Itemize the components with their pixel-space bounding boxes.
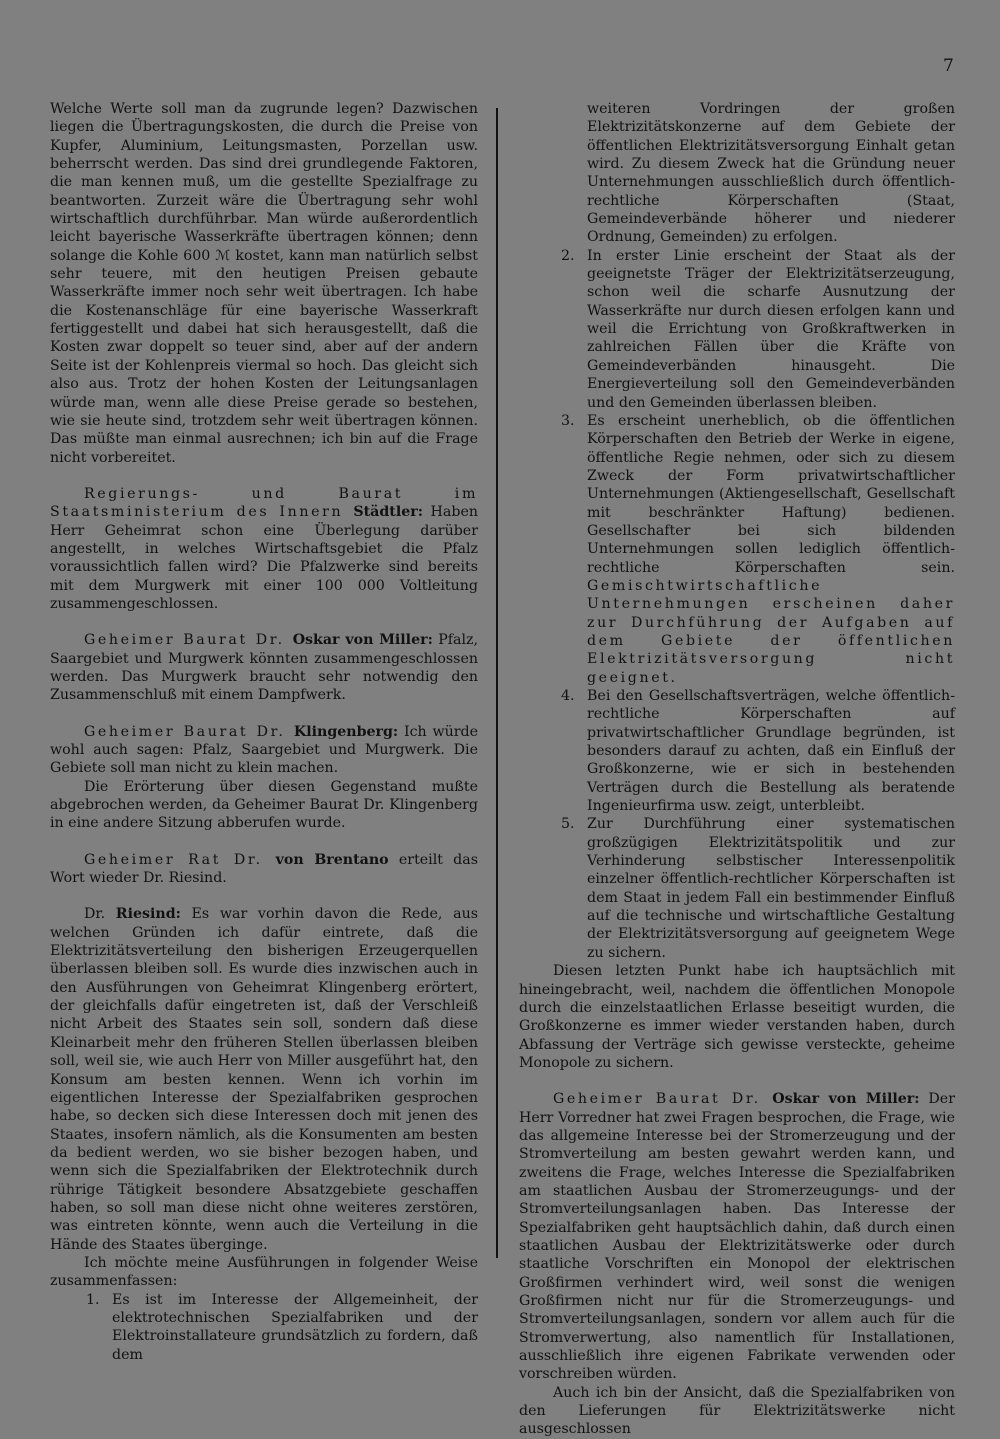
speaker-title: Geheimer Baurat Dr. — [84, 723, 294, 740]
list-item — [519, 687, 955, 815]
speaker-name: Riesind: — [115, 906, 181, 923]
item-number: 2. — [561, 247, 575, 264]
item-text: Es ist im Interesse der Allgemeinheit, der elektrotechnischen Spezialfabriken und der Elektroinstallateure grundsätzlich zu fordern, daß dem — [112, 1291, 478, 1363]
speech-staedtler — [50, 485, 478, 613]
speech-miller — [50, 631, 478, 704]
speaker-name: Klingenberg: — [293, 723, 399, 740]
list-item — [519, 412, 955, 687]
speaker-title: Dr. — [84, 906, 116, 923]
list-item-continuation: weiteren Vordringen der großen Elektrizitätskonzerne auf dem Gebiete der öffentlichen Elektrizitätsversorgung Einhalt getan wird. Zu diesem Zweck hat die Gründung neuer Unternehmungen ausschließlich durch öffentlich-rechtliche Körperschaften (Staat, Gemeindeverbände höherer und niederer Ordnung, Gemeinden) zu erfolgen. — [587, 101, 955, 246]
speaker-name: von Brentano — [275, 851, 389, 868]
speech-text: Pfalz, Saargebiet und Murgwerk könnten zusammengeschlossen werden. Das Murgwerk braucht sehr notwendig den Zusammenschluß mit einem Dampfwerk. — [50, 632, 479, 704]
item-text: Zur Durchführung einer systematischen großzügigen Elektrizitätspolitik und zur Verhinderung selbstischer Interessenpolitik einzelner öffentlich-rechtlicher Körperschaften ist dem Staat in jedem Fall ein bestimmender Einfluß auf die technische und wirtschaftliche Gestaltung der Elektrizitätsversorgung auf geeignetem Wege zu sichern. — [587, 816, 955, 961]
item-text: Bei den Gesellschaftsverträgen, welche öffentlich-rechtliche Körperschaften auf privatwirtschaftlicher Grundlage begründen, ist besonders darauf zu achten, daß ein Einfluß der Großkonzerne, wie er sich in bestehenden Verträgen durch die Bestellung als beratende Ingenieurfirma usw. zeigt, unterbleibt. — [587, 688, 955, 815]
speech-brentano — [50, 851, 478, 888]
item-text — [587, 412, 955, 687]
speech-text: Es war vorhin davon die Rede, aus welchen Gründen ich dafür eintrete, daß die Elektrizitätsverteilung den bisherigen Erzeugerquellen überlassen bleiben soll. Es wurde dies inzwischen auch in den Ausführungen von Geheimrat Klingenberg erörtert, der gleichfalls dafür eingetreten ist, daß der Verschleiß nicht Arbeit des Staates sein soll, sondern daß diese Kleinarbeit mehr den früheren Stellen überlassen bleiben soll, weil sie, wie auch Herr von Miller ausgeführt hat, den Konsum am besten kennen. Wenn ich vorhin im eigentlichen Interesse der Spezialfabriken gesprochen habe, so decken sich diese Interessen doch mit jenen des Staates, insofern nämlich, als die Konsumenten am besten da bedient werden, wo sie bisher bezogen haben, und wenn sich die Spezialfabriken der Elektrotechnik durch rührige Tätigkeit besondere Absatzgebiete geschaffen haben, so soll man diese nicht ohne weiteres zerstören, was eintreten könnte, wenn auch die Verteilung in die Hände des Staates übergingе. — [50, 906, 478, 1253]
speech-riesind — [50, 905, 478, 1254]
paragraph: Auch ich bin der Ansicht, daß die Spezialfabriken von den Lieferungen für Elektrizitätswerke nicht ausgeschlossen — [519, 1384, 955, 1438]
item-number: 4. — [561, 688, 575, 704]
paragraph: Die Erörterung über diesen Gegenstand mußte abgebrochen werden, da Geheimer Baurat Dr. Klingenberg in eine andere Sitzung abberufen wurde. — [50, 778, 478, 832]
list-item — [50, 1291, 478, 1364]
speaker-title: Geheimer Rat Dr. — [84, 851, 276, 868]
item-number: 1. — [86, 1291, 100, 1308]
item-number: 3. — [561, 412, 575, 429]
item-number: 5. — [561, 816, 575, 833]
speech-text: Der Herr Vorredner hat zwei Fragen besprochen, die Frage, wie das allgemeine Interesse bei der Stromerzeugung und der Stromverteilung am besten gewahrt werden kann, und zweitens die Frage, welches Interesse die Spezialfabriken am staatlichen Ausbau der Stromerzeugungs- und der Stromverteilungsanlagen haben. Das Interesse der Spezialfabriken geht hauptsächlich dahin, daß durch einen staatlichen Ausbau der Elektrizitätswerke oder durch staatliche Vorschriften ein Monopol der elektrischen Großfirmen verhindert wird, weil sonst die wenigen Großfirmen nicht nur für die Stromerzeugungs- und Stromverteilungsanlagen, sondern vor allem auch für die Stromverwertung, also namentlich für Installationen, ausschließlich ihre eigenen Fabrikate verwenden oder vorschreiben würden. — [519, 1091, 955, 1383]
speaker-title: Geheimer Baurat Dr. — [553, 1091, 773, 1108]
speaker-name: Städtler: — [353, 504, 423, 521]
paragraph: Welche Werte soll man da zugrunde legen? Dazwischen liegen die Übertragungskosten, die durch die Preise von Kupfer, Aluminium, Leitungsmasten, Porzellan usw. beherrscht werden. Das sind drei grundlegende Faktoren, die man kennen muß, um die gestellte Spezialfrage zu beantworten. Zurzeit wäre die Übertragung sehr wohl wirtschaftlich durchführbar. Man würde außerordentlich leicht bayerische Wasserkräfte übertragen können; denn solange die Kohle 600 ℳ kostet, kann man natürlich selbst sehr teuere, mit den heutigen Preisen gebaute Wasserkräfte immer noch sehr weit übertragen. Ich habe die Kostenanschläge für eine bayerische Wasserkraft fertiggestellt und dabei hat sich herausgestellt, daß die Kosten zwar doppelt so teuer sind, aber auf der andern Seite ist der Kohlenpreis viermal so hoch. Das gleicht sich also aus. Trotz der hohen Kosten der Leitungsanlagen würde man, wenn alle diese Preise gerade so bestehen, wie sie heute sind, trotzdem sehr weit übertragen können. Das müßte man einmal ausrechnen; ich bin auf die Frage nicht vorbereitet. — [50, 101, 478, 466]
item-text-spaced: Gemischtwirtschaftliche Unternehmungen erscheinen daher zur Durchführung der Aufgaben auf dem Gebiete der öffentlichen Elektrizitätsversorgung nicht geeignet. — [587, 577, 955, 686]
speaker-name: Oskar von Miller: — [292, 632, 433, 649]
page-number: 7 — [943, 56, 954, 76]
right-column — [519, 100, 955, 1439]
list-item — [519, 247, 955, 412]
paragraph: Ich möchte meine Ausführungen in folgender Weise zusammenfassen: — [50, 1254, 478, 1290]
speech-text: Haben Herr Geheimrat schon eine Überlegung darüber angestellt, in welches Wirtschaftsgebiet die Pfalz voraussichtlich fallen wird? Die Pfalzwerke sind bereits mit dem Murgwerk mit einer 100 000 Voltleitung zusammengeschlossen. — [50, 504, 478, 612]
item-text: In erster Linie erscheint der Staat als der geeignetste Träger der Elektrizitätserzeugung, schon weil die scharfe Ausnutzung der Wasserkräfte nur durch diesen erfolgen kann und weil die Errichtung von Großkraftwerken in zahlreichen Fällen über die Kräfte von Gemeindeverbänden hinausgeht. Die Energieverteilung soll den Gemeindeverbänden und den Gemeinden überlassen bleiben. — [587, 247, 955, 411]
left-column — [50, 100, 478, 1364]
item-text-plain: Es erscheint unerheblich, ob die öffentlichen Körperschaften den Betrieb der Werke in eigene, öffentliche Regie nehmen, oder sich zu diesem Zweck der Form privatwirtschaftlicher Unternehmungen (Aktiengesellschaft, Gesellschaft mit beschränkter Haftung) bedienen. Gesellschafter bei sich bildenden Unternehmungen sollen lediglich öffentlich-rechtliche Körperschaften sein. — [587, 412, 955, 576]
list-item — [519, 815, 955, 962]
speech-text: erteilt das Wort wieder Dr. Riesind. — [50, 851, 479, 887]
speech-klingenberg — [50, 723, 478, 778]
paragraph: Diesen letzten Punkt habe ich hauptsächlich mit hineingebracht, weil, nachdem die öffentlichen Monopole durch die einzelstaatlichen Erlasse beseitigt wurden, die Großkonzerne es immer wieder verstanden haben, durch Abfassung der Verträge sich gewisse versteckte, geheime Monopole zu sichern. — [519, 963, 955, 1071]
speech-miller-2 — [519, 1090, 955, 1384]
speaker-title: Regierungs- und Baurat im Staatsministerium des Innern — [50, 485, 478, 521]
speaker-name: Oskar von Miller: — [772, 1091, 920, 1108]
speech-text: Ich würde wohl auch sagen: Pfalz, Saargebiet und Murgwerk. Die Gebiete soll man nicht zu klein machen. — [50, 723, 479, 777]
column-divider — [496, 108, 498, 1258]
speaker-title: Geheimer Baurat Dr. — [84, 632, 293, 649]
